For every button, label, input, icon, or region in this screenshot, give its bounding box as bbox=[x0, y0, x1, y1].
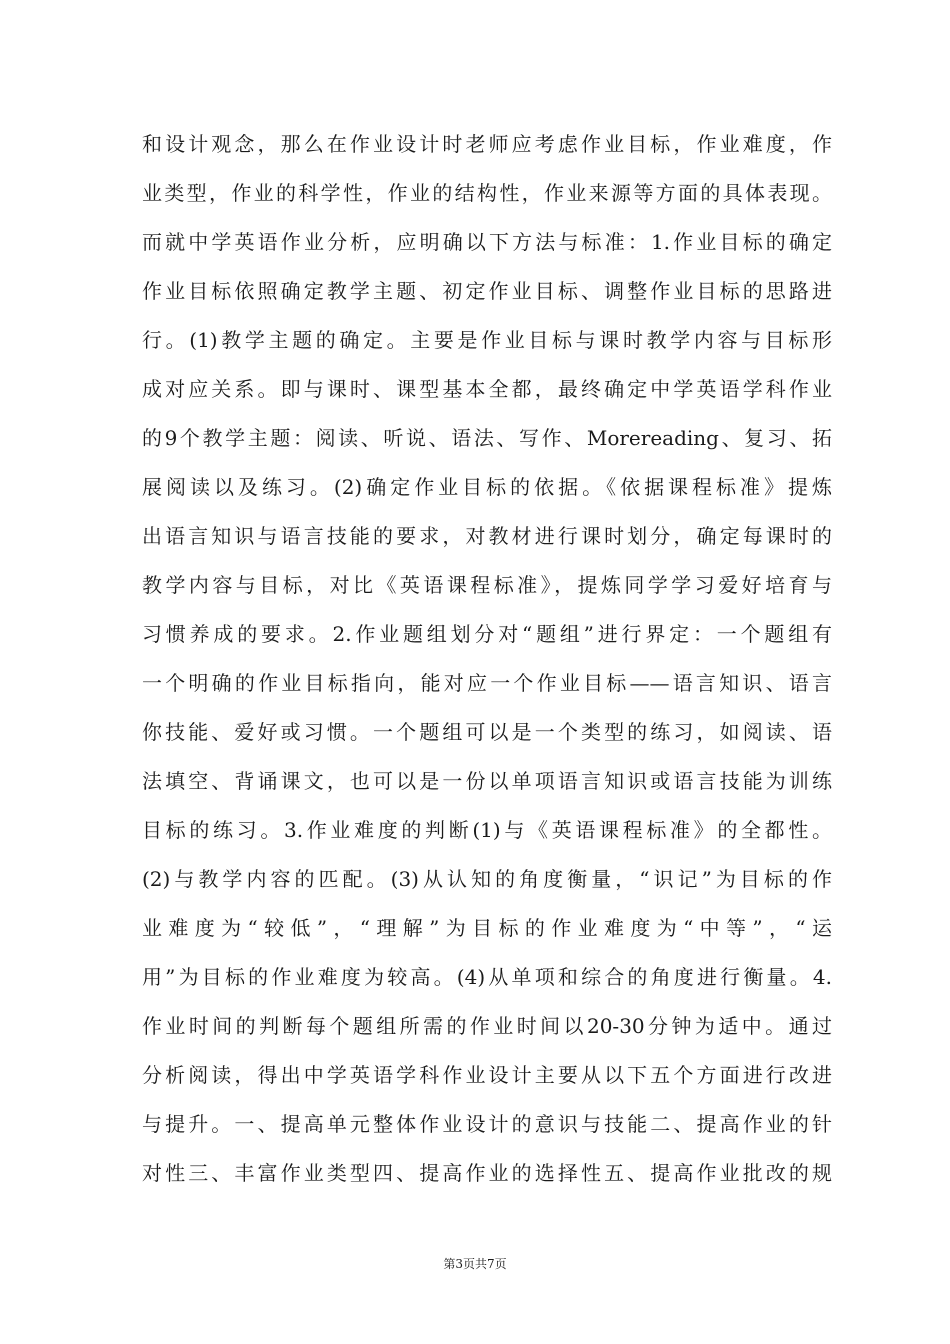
body-text bbox=[142, 120, 832, 1198]
page-number: 第3页共7页 bbox=[443, 1257, 507, 1271]
text-line: 业类型，作业的科学性，作业的结构性，作业来源等方面的具体表现。 bbox=[142, 181, 832, 205]
text-line: 一个明确的作业目标指向，能对应一个作业目标——语言知识、语言 bbox=[142, 671, 832, 695]
text-line: 作业目标依照确定教学主题、初定作业目标、调整作业目标的思路进 bbox=[142, 279, 832, 303]
text-line: 作业时间的判断每个题组所需的作业时间以20-30分钟为适中。通过 bbox=[142, 1014, 832, 1038]
text-line: 习惯养成的要求。2.作业题组划分对“题组”进行界定：一个题组有 bbox=[142, 622, 832, 646]
text-line: 和设计观念，那么在作业设计时老师应考虑作业目标，作业难度，作 bbox=[142, 132, 832, 156]
text-line: 法填空、背诵课文，也可以是一份以单项语言知识或语言技能为训练 bbox=[142, 769, 832, 793]
text-line: 教学内容与目标，对比《英语课程标准》，提炼同学学习爱好培育与 bbox=[142, 573, 832, 597]
text-line: 成对应关系。即与课时、课型基本全都，最终确定中学英语学科作业 bbox=[142, 377, 832, 401]
text-line: 出语言知识与语言技能的要求，对教材进行课时划分，确定每课时的 bbox=[142, 524, 832, 548]
text-line: 目标的练习。3.作业难度的判断(1)与《英语课程标准》的全都性。 bbox=[142, 818, 832, 842]
text-line: 展阅读以及练习。(2)确定作业目标的依据。《依据课程标准》提炼 bbox=[142, 475, 832, 499]
text-line: 的9个教学主题：阅读、听说、语法、写作、Morereading、复习、拓 bbox=[142, 426, 832, 450]
text-line: (2)与教学内容的匹配。(3)从认知的角度衡量，“识记”为目标的作 bbox=[142, 867, 832, 891]
text-line: 分析阅读，得出中学英语学科作业设计主要从以下五个方面进行改进 bbox=[142, 1063, 832, 1087]
text-line: 你技能、爱好或习惯。一个题组可以是一个类型的练习，如阅读、语 bbox=[142, 720, 832, 744]
text-line: 用”为目标的作业难度为较高。(4)从单项和综合的角度进行衡量。4. bbox=[142, 965, 832, 989]
text-line: 对性三、丰富作业类型四、提高作业的选择性五、提高作业批改的规 bbox=[142, 1161, 832, 1185]
text-line: 业难度为“较低”，“理解”为目标的作业难度为“中等”，“运 bbox=[142, 916, 832, 940]
text-line: 而就中学英语作业分析，应明确以下方法与标准：1.作业目标的确定 bbox=[142, 230, 832, 254]
text-line: 与提升。一、提高单元整体作业设计的意识与技能二、提高作业的针 bbox=[142, 1112, 832, 1136]
text-line: 行。(1)教学主题的确定。主要是作业目标与课时教学内容与目标形 bbox=[142, 328, 832, 352]
